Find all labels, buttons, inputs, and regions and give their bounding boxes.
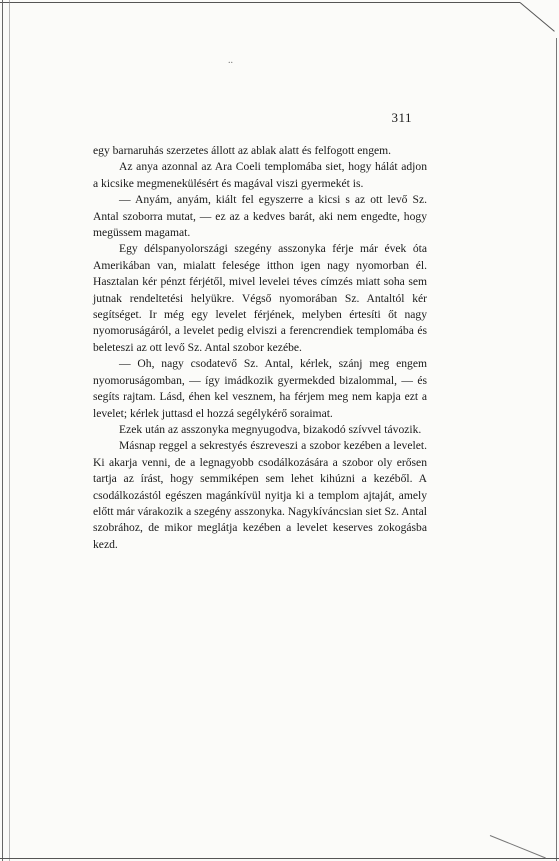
page-edge-bottom-corner	[490, 835, 546, 858]
body-text	[93, 143, 427, 553]
paragraph: — Oh, nagy csodatevő Sz. Antal, kérlek, szánj meg engem nyomoruságomban, — így imádkozik gyermekded bizalommal, — és segíts rajtam. Lásd, éhen kel vesznem, ha férjem meg nem kapja ezt a levelet; kérlek juttasd el hozzá segélykérő soraimat.	[93, 357, 427, 420]
paragraph: egy barnaruhás szerzetes állott az ablak alatt és felfogott engem.	[93, 144, 392, 157]
page-edge-top	[0, 2, 520, 3]
paragraph: — Anyám, anyám, kiált fel egyszerre a kicsi s az ott levő Sz. Antal szoborra mutat, — ez az a kedves barát, aki nem engedte, hogy megüssem magamat.	[93, 193, 427, 240]
paragraph: Egy délspanyolországi szegény asszonyka férje már évek óta Amerikában van, mialatt felesége itthon igen nagy nyomorban él. Hasztalan kér pénzt férjétől, mivel levelei téves címzés miatt soha sem jutnak rendeltetési helyükre. Végső nyomorában Sz. Antaltól kér segítséget. Ir még egy levelet férjének, melyben értesíti őt nagy nyomoruságáról, a levelet pedig elviszi a ferencrendiek templomába és beleteszi az ott levő Sz. Antal szobor kezébe.	[93, 242, 427, 354]
page-number: 311	[391, 110, 412, 125]
paragraph: Ezek után az asszonyka megnyugodva, bizakodó szívvel távozik.	[119, 422, 422, 436]
page-edge-corner-fold	[520, 2, 555, 32]
page-edge-right	[556, 38, 557, 861]
page-edge-left	[2, 0, 3, 861]
paragraph: Másnap reggel a sekrestyés észreveszi a szobor kezében a levelet. Ki akarja venni, de a legnagyobb csodálkozására a szobor oly erősen tartja az írást, hogy semmiképen sem lehet kihúzni a kezéből. A csodálkozástól egészen magánkívül nyitja ki a templom ajtaját, amely előtt már várakozik a szegény asszonyka. Nagykíváncsian siet Sz. Antal szobrához, de mikor meglátja kezében a levelet keserves zokogásba kezd.	[93, 439, 427, 551]
page-edge-bottom	[0, 858, 559, 859]
paragraph: Az anya azonnal az Ara Coeli templomába siet, hogy hálát adjon a kicsike megmenekülésért és magával viszi gyermekét is.	[93, 160, 427, 190]
scan-speck: ..	[228, 55, 233, 66]
page-edge-left-shadow	[9, 0, 10, 861]
